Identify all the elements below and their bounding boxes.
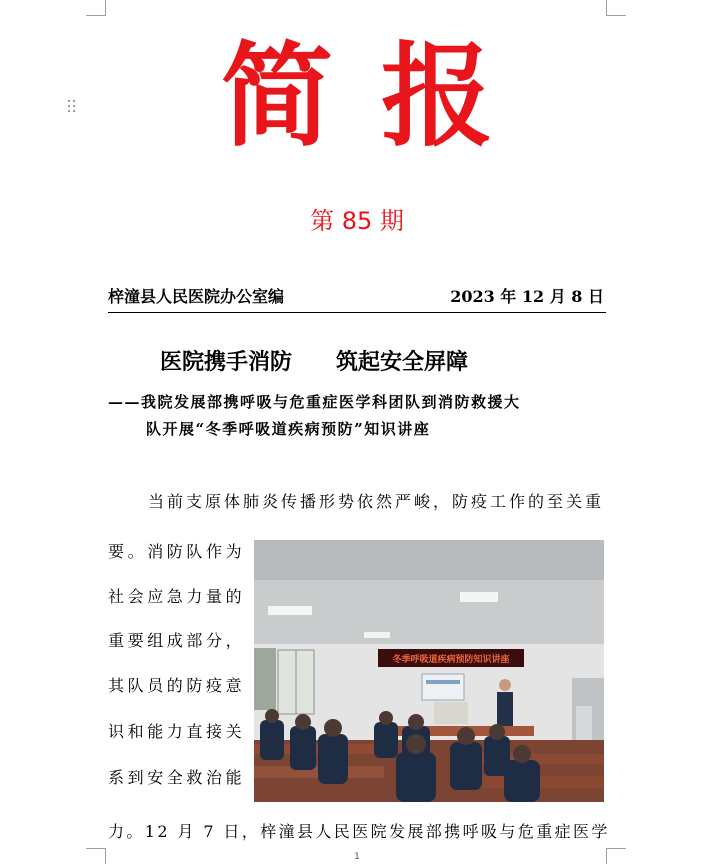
wrapped-line: 重要组成部分， xyxy=(108,631,246,650)
ceiling-light xyxy=(460,592,498,602)
header-divider xyxy=(108,312,606,313)
wrapped-line: 系到安全救治能 xyxy=(108,768,246,787)
subtitle-line-1: ——我院发展部携呼吸与危重症医学科团队到消防救援大 xyxy=(108,393,521,411)
ceiling-light xyxy=(268,606,312,615)
podium xyxy=(434,702,468,724)
paragraph-line-1: 当前支原体肺炎传播形势依然严峻，防疫工作的至关重 xyxy=(148,492,605,511)
subtitle-line-2: 队开展“冬季呼吸道疾病预防”知识讲座 xyxy=(146,420,431,438)
editor-line: 梓潼县人民医院办公室编 xyxy=(108,287,285,306)
article-title: 医院携手消防 筑起安全屏障 xyxy=(160,349,469,375)
led-banner-text: 冬季呼吸道疾病预防知识讲座 xyxy=(392,655,510,665)
projection-screen xyxy=(422,674,464,700)
masthead-title: 简报 xyxy=(221,31,541,162)
wrapped-line: 社会应急力量的 xyxy=(108,587,246,606)
ceiling-light xyxy=(364,632,390,638)
issue-date: 2023 年 12 月 8 日 xyxy=(450,287,604,306)
wrapped-line: 要。消防队作为 xyxy=(108,542,246,561)
wrapped-line: 其队员的防疫意 xyxy=(108,676,246,695)
article-subtitle xyxy=(108,389,608,443)
issue-number: 第 85 期 xyxy=(310,207,404,235)
wrapped-line: 识和能力直接关 xyxy=(108,722,246,741)
lecture-photo[interactable] xyxy=(254,540,604,802)
paragraph-last-line: 力。12 月 7 日，梓潼县人民医院发展部携呼吸与危重症医学 xyxy=(108,822,610,841)
crop-mark-top-right xyxy=(606,0,626,16)
page-number: 1 xyxy=(354,852,360,862)
crop-mark-top-left xyxy=(86,0,106,16)
